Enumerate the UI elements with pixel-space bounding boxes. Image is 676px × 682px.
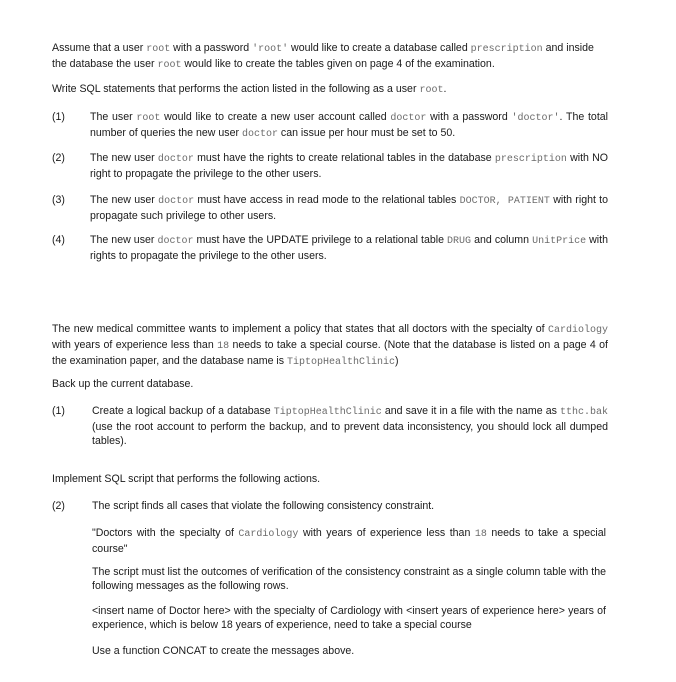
item-text: Create a logical backup of a database TiptopHealthClinic and save it in a file with the name as tthc.bak (use the root account to perform the backup, and to prevent data inconsistency, you should lock all dumped tables). bbox=[92, 405, 608, 447]
inline-code: tthc.bak bbox=[559, 407, 608, 418]
inline-code: root bbox=[157, 60, 182, 71]
concat-instruction: Use a function CONCAT to create the messages above. bbox=[92, 645, 355, 657]
item-text: The user root would like to create a new user account called doctor with a password 'doctor'. The total number of queries the new user doctor can issue per hour must be set to 50. bbox=[90, 111, 609, 140]
message-template-text: <insert name of Doctor here> with the specialty of Cardiology with <insert years of experience here> years of experience, which is below 18 years of experience, need to take a special course bbox=[92, 605, 606, 631]
item-number: (3) bbox=[52, 194, 65, 206]
inline-code: doctor bbox=[157, 154, 194, 165]
inline-code: 'root' bbox=[252, 44, 289, 55]
inline-code: Cardiology bbox=[238, 529, 299, 540]
inline-code: 18 bbox=[217, 341, 230, 352]
inline-code: DOCTOR, PATIENT bbox=[459, 196, 550, 207]
item-number: (1) bbox=[52, 111, 65, 123]
inline-code: 'doctor' bbox=[511, 113, 560, 124]
inline-code: doctor bbox=[158, 196, 195, 207]
inline-code: prescription bbox=[470, 44, 543, 55]
list-item bbox=[52, 193, 608, 223]
inline-code: doctor bbox=[157, 236, 194, 247]
list-item bbox=[52, 404, 608, 448]
inline-code: root bbox=[419, 85, 444, 96]
policy-paragraph: The new medical committee wants to implement a policy that states that all doctors with the specialty of Cardiology with years of experience less than 18 needs to take a special course. (Note that the database is listed on a page 4 of the examination paper, and the database name is TiptopHealthClinic) bbox=[52, 323, 608, 368]
inline-code: root bbox=[136, 113, 161, 124]
inline-code: 18 bbox=[474, 529, 487, 540]
write-instruction: Write SQL statements that performs the action listed in the following as a user root. bbox=[52, 83, 447, 96]
intro-paragraph: Assume that a user root with a password 'root' would like to create a database called prescription and inside the database the user root would like to create the tables given on page 4 of the examination. bbox=[52, 42, 594, 71]
list-outcomes-text: The script must list the outcomes of verification of the consistency constraint as a single column table with the following messages as the following rows. bbox=[92, 566, 606, 592]
inline-code: root bbox=[146, 44, 171, 55]
item-number: (1) bbox=[52, 405, 65, 417]
list-item bbox=[52, 151, 608, 181]
backup-heading: Back up the current database. bbox=[52, 378, 194, 390]
item-text: The new user doctor must have access in read mode to the relational tables DOCTOR, PATIENT with right to propagate such privilege to other users. bbox=[90, 194, 609, 222]
item-text: The new user doctor must have the UPDATE privilege to a relational table DRUG and column UnitPrice with rights to propagate the privilege to the other users. bbox=[90, 234, 608, 262]
constraint-quote: "Doctors with the specialty of Cardiology with years of experience less than 18 needs to take a special course" bbox=[92, 527, 607, 555]
list-item bbox=[52, 499, 608, 515]
inline-code: Cardiology bbox=[547, 325, 608, 336]
inline-code: UnitPrice bbox=[532, 236, 587, 247]
inline-code: TiptopHealthClinic bbox=[287, 357, 396, 368]
inline-code: TiptopHealthClinic bbox=[273, 407, 382, 418]
inline-code: doctor bbox=[241, 129, 278, 140]
list-item bbox=[52, 110, 608, 140]
item-number: (2) bbox=[52, 500, 65, 512]
inline-code: DRUG bbox=[447, 236, 472, 247]
inline-code: doctor bbox=[390, 113, 427, 124]
item-text: The script finds all cases that violate the following consistency constraint. bbox=[92, 500, 435, 512]
item-number: (2) bbox=[52, 152, 65, 164]
item-number: (4) bbox=[52, 234, 65, 246]
item-text: The new user doctor must have the rights to create relational tables in the database prescription with NO right to propagate the privilege to the other users. bbox=[90, 152, 608, 180]
implement-heading: Implement SQL script that performs the following actions. bbox=[52, 473, 321, 485]
list-item bbox=[52, 233, 608, 263]
inline-code: prescription bbox=[494, 154, 567, 165]
